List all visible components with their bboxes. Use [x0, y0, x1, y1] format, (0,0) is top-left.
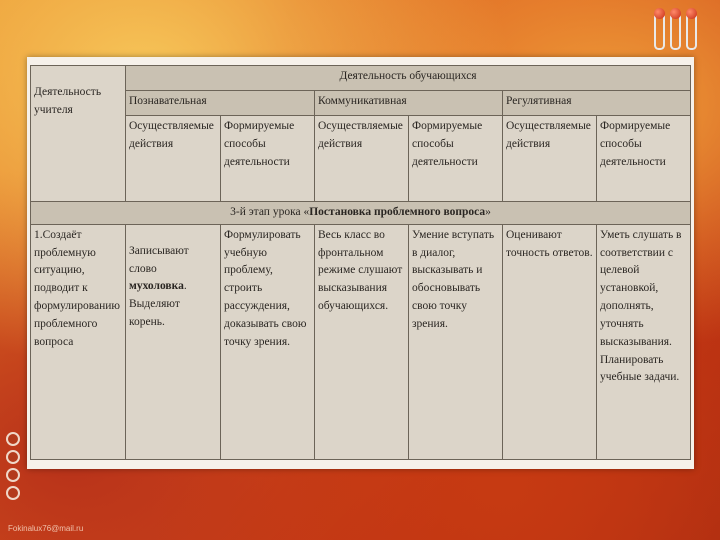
red-bead-icon [654, 8, 665, 19]
ring-icon [6, 468, 20, 482]
watermark-text: Fokinalux76@mail.ru [8, 524, 84, 533]
teacher-activity-cell: 1.Создаёт проблемную ситуацию, подводит к формулированию проблемного вопроса [31, 224, 126, 459]
stage-suffix: » [485, 206, 491, 218]
red-bead-icon [686, 8, 697, 19]
subheader-communicative-methods: Формируемые способы деятельности [409, 116, 503, 202]
ring-icon [6, 450, 20, 464]
communicative-methods-cell: Умение вступать в диалог, высказывать и обосновывать свою точку зрения. [409, 224, 503, 459]
cognitive-group-header: Познавательная [126, 91, 315, 116]
cognitive-actions-cell [126, 224, 221, 459]
paperclips-decoration [652, 8, 702, 56]
cognitive-methods-cell: Формулировать учебную проблему, строить рассуждения, доказывать свою точку зрения. [221, 224, 315, 459]
slide-content-panel [27, 57, 694, 469]
red-bead-icon [670, 8, 681, 19]
regulative-methods-cell: Уметь слушать в соответствии с целевой установкой, дополнять, уточнять высказывания. Планировать учебные задачи. [597, 224, 691, 459]
ring-icon [6, 432, 20, 446]
cognitive-actions-text-end: . Выделяют корень. [129, 280, 187, 329]
subheader-cognitive-methods: Формируемые способы деятельности [221, 116, 315, 202]
subheader-regulative-actions: Осуществляемые действия [503, 116, 597, 202]
lesson-plan-table [30, 65, 691, 460]
subheader-cognitive-actions: Осуществляемые действия [126, 116, 221, 202]
communicative-actions-cell: Весь класс во фронтальном режиме слушают высказывания обучающихся. [315, 224, 409, 459]
binder-rings-decoration [6, 432, 22, 502]
student-activity-header: Деятельность обучающихся [126, 66, 691, 91]
regulative-actions-cell: Оценивают точность ответов. [503, 224, 597, 459]
key-word: мухоловка [129, 280, 184, 293]
cognitive-actions-text: Записывают слово [129, 244, 189, 275]
ring-icon [6, 486, 20, 500]
lesson-stage-row [31, 202, 691, 225]
stage-title: Постановка проблемного вопроса [309, 206, 486, 218]
regulative-group-header: Регулятивная [503, 91, 691, 116]
teacher-activity-header: Деятельность учителя [31, 66, 126, 202]
communicative-group-header: Коммуникативная [315, 91, 503, 116]
subheader-regulative-methods: Формируемые способы деятельности [597, 116, 691, 202]
stage-prefix: 3-й этап урока « [230, 206, 310, 218]
subheader-communicative-actions: Осуществляемые действия [315, 116, 409, 202]
